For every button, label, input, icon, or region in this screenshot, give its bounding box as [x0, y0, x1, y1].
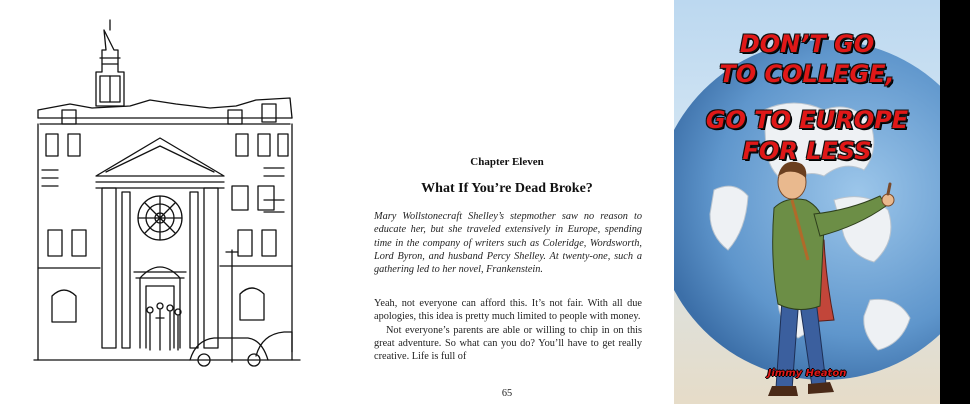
cover-title-line: FOR LESS: [742, 137, 872, 165]
frame-border: [940, 0, 970, 404]
chapter-title: What If You’re Dead Broke?: [421, 181, 593, 196]
paragraph: Not everyone’s parents are able or willing to chip in on this great adventure. So what can you do? You’ll have to get really creative. Life is full of: [374, 324, 642, 363]
cover-title-line: GO TO EUROPE: [705, 106, 909, 134]
paragraph: Yeah, not everyone can afford this. It’s not fair. With all due apologies, this idea is pretty much limited to people with money.: [374, 298, 642, 323]
illustration-page: [0, 0, 340, 404]
building-sketch-illustration: [0, 0, 340, 404]
cover-title-line: TO COLLEGE,: [719, 60, 895, 88]
book-cover: [674, 0, 940, 404]
text-page: [340, 0, 674, 404]
page-number: 65: [501, 388, 513, 399]
body-text: [374, 297, 642, 363]
cover-title-line: DON’T GO: [739, 30, 875, 58]
author-name: Jimmy Heaton: [767, 368, 847, 379]
epigraph: Mary Wollstonecraft Shelley’s stepmother saw no reason to educate her, but she traveled extensively in Europe, spending time in the company of writers such as Coleridge, Wordsworth, Lord Byron, and husband Percy Shelley. At twenty-one, such a gathering led to her novel, Frankenstein.: [374, 211, 642, 276]
chapter-label: Chapter Eleven: [470, 156, 544, 168]
